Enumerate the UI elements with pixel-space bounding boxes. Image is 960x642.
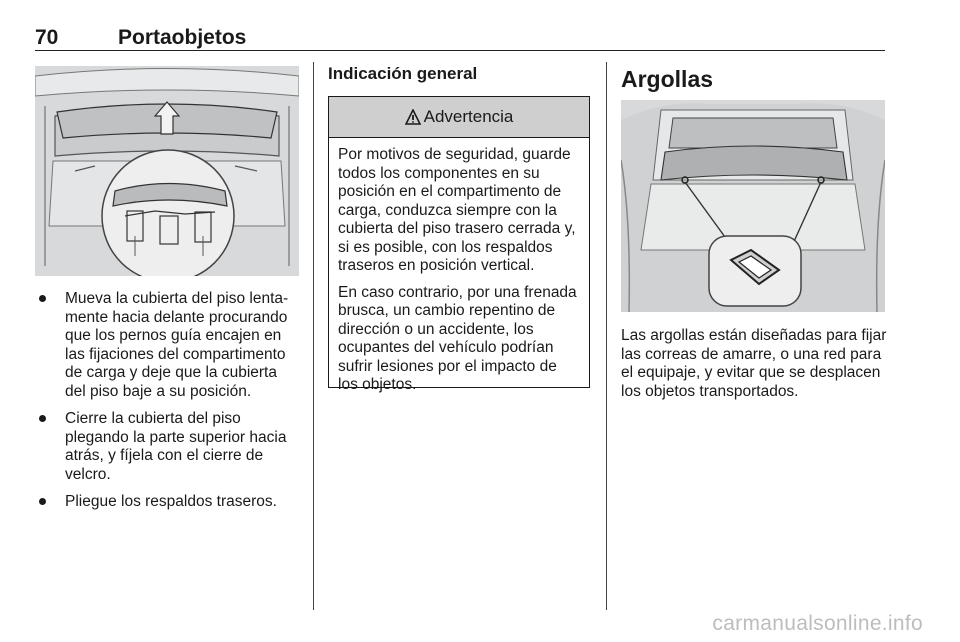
column-divider-right <box>606 62 607 610</box>
warning-title: Advertencia <box>423 107 514 126</box>
bullet-text: Pliegue los respaldos traseros. <box>65 493 277 510</box>
argollas-paragraph: Las argollas están diseñadas para fijar las correas de amarre, o una red para el equipaje, y evitar que se desplacen los objetos transportados. <box>621 327 887 400</box>
watermark: carmanualsonline.info <box>712 612 923 635</box>
instruction-list <box>35 290 301 521</box>
warning-box <box>328 96 590 393</box>
bullet-text: Cierre la cubierta del piso plegando la parte superior hacia atrás, y fíjela con el cierre de velcro. <box>65 410 287 483</box>
bullet-text: Mueva la cubierta del piso lenta-mente hacia delante procurando que los pernos guía encajen en las fijaciones del compartimento de carga y deje que la cubierta del piso baje a su posición. <box>65 290 289 400</box>
section-heading: Indicación general <box>328 64 478 83</box>
header-divider <box>35 50 885 51</box>
column-divider-left <box>313 62 314 610</box>
section-heading-argollas: Argollas <box>621 66 714 92</box>
warning-paragraph: Por motivos de seguridad, guarde todos los componentes en su posición en el compartimento de carga, conduzca siempre con la cubierta del piso trasero cerrada y, si es posible, con los respaldos traseros en posición vertical. <box>338 146 576 274</box>
page-title: Portaobjetos <box>118 26 247 49</box>
list-item <box>35 290 301 401</box>
warning-body <box>329 138 589 395</box>
floor-cover-illustration <box>35 66 299 276</box>
page-number: 70 <box>35 26 59 49</box>
list-item <box>35 410 301 484</box>
warning-paragraph: En caso contrario, por una frenada brusca, un cambio repentino de dirección o un accidente, los ocupantes del vehículo podrían sufrir lesiones por el impacto de los objetos. <box>338 283 577 393</box>
bullet-icon <box>39 498 46 505</box>
bullet-icon <box>39 415 46 422</box>
page-header <box>35 26 885 50</box>
list-item <box>35 493 301 512</box>
lashing-eyes-illustration <box>621 100 885 312</box>
bullet-icon <box>39 295 46 302</box>
warning-header <box>329 97 589 138</box>
warning-triangle-icon <box>405 109 421 125</box>
